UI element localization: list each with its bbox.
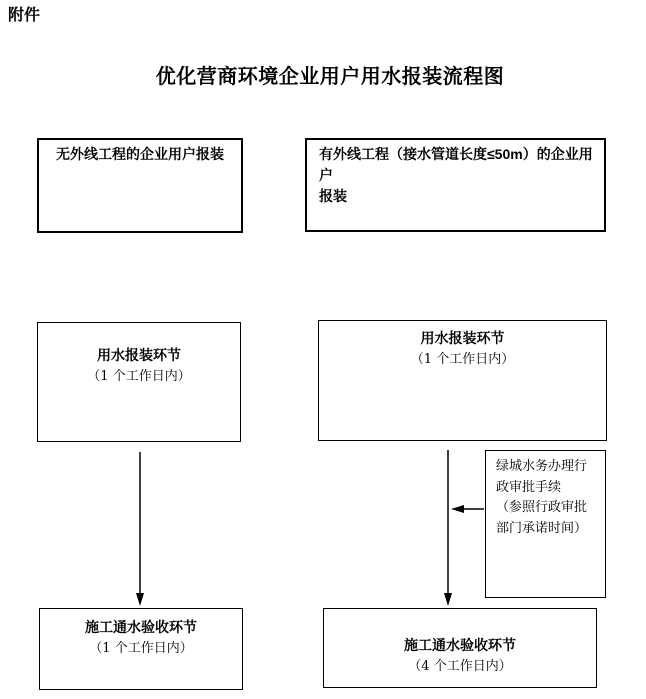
left-acceptance-step-title: 施工通水验收环节 — [85, 619, 197, 635]
external-works-header-line2: 报装 — [319, 188, 347, 204]
left-acceptance-step-duration: （1 个工作日内） — [89, 641, 193, 656]
right-acceptance-step-box — [323, 608, 597, 688]
attachment-label: 附件 — [8, 5, 41, 24]
right-water-report-step-title: 用水报装环节 — [420, 330, 505, 346]
administrative-approval-line1: 绿城水务办理行 — [496, 459, 588, 474]
left-water-report-step-box — [37, 322, 241, 442]
right-downward-arrow — [444, 450, 452, 606]
left-acceptance-step-box — [39, 608, 243, 690]
external-works-header-box — [305, 138, 606, 232]
administrative-approval-line4: 部门承诺时间） — [496, 520, 588, 536]
left-downward-arrow — [136, 452, 144, 606]
right-water-report-step-box — [318, 320, 607, 441]
administrative-approval-line3: （参照行政审批 — [496, 500, 588, 515]
approval-leftward-arrow — [451, 505, 484, 513]
no-external-works-header-text: 无外线工程的企业用户报装 — [56, 146, 224, 162]
left-water-report-step-duration: （1 个工作日内） — [87, 369, 191, 384]
administrative-approval-line2: 政审批手续 — [496, 479, 562, 495]
no-external-works-header-box — [37, 138, 243, 233]
administrative-approval-box — [485, 450, 606, 598]
right-water-report-step-duration: （1 个工作日内） — [410, 352, 515, 367]
external-works-header-line1: 有外线工程（接水管道长度≤50m）的企业用户 — [319, 146, 593, 183]
right-acceptance-step-duration: （4 个工作日内） — [408, 659, 512, 674]
page-title: 优化营商环境企业用户用水报装流程图 — [155, 64, 505, 88]
left-water-report-step-title: 用水报装环节 — [97, 347, 181, 363]
right-acceptance-step-title: 施工通水验收环节 — [404, 637, 516, 653]
